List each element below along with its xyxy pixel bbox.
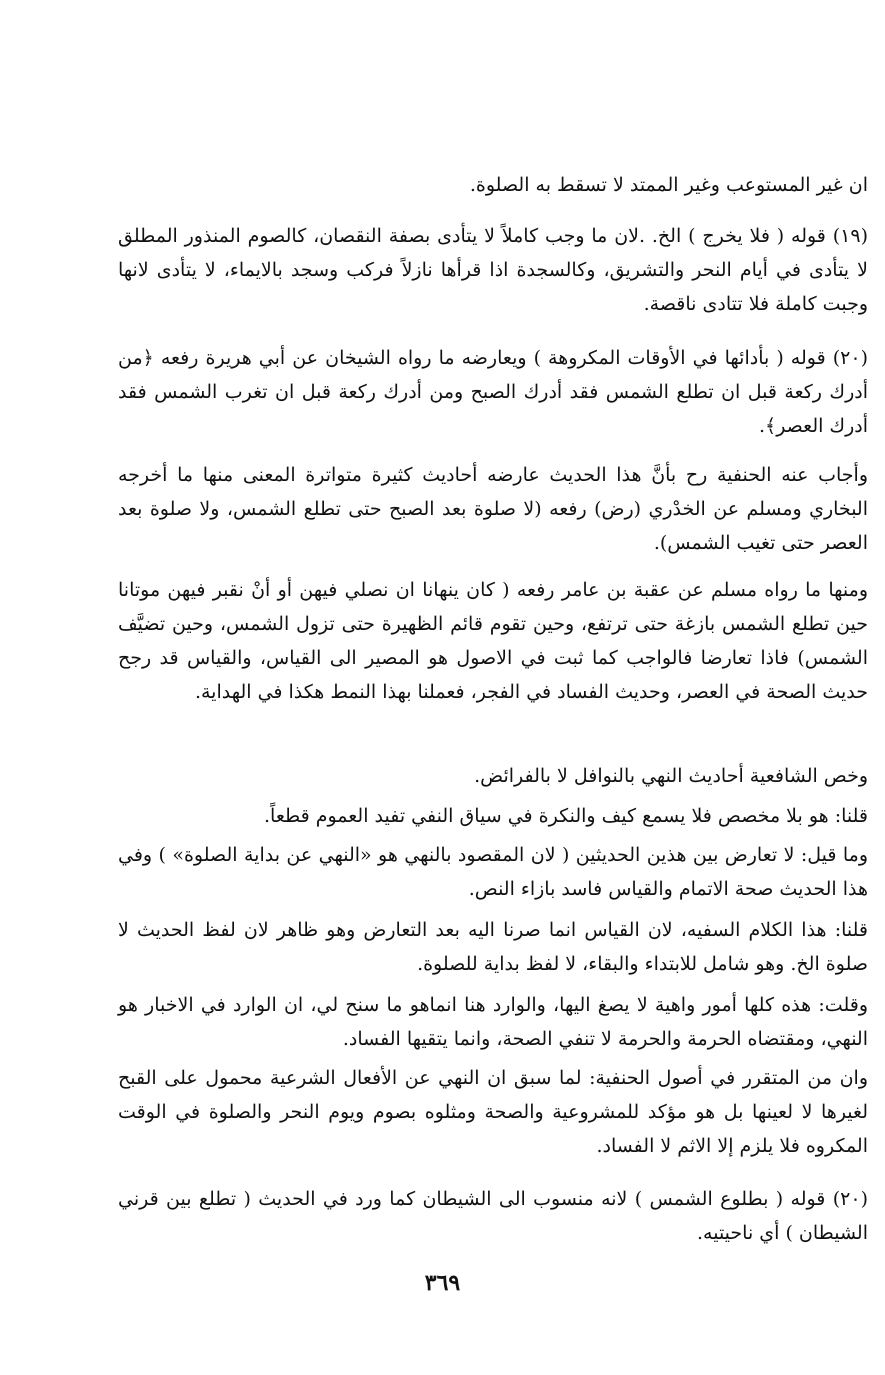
response-paragraph-1: قلنا: هو بلا مخصص فلا يسمع كيف والنكرة في سياق النفي تفيد العموم قطعاً. (264, 805, 868, 827)
note-20-prayer-times: (٢٠) قوله ( بأدائها في الأوقات المكروهة ) ويعارضه ما رواه الشيخان عن أبي هريرة رفعه ﴿من أدرك ركعة قبل ان تطلع الشمس فقد أدرك الصبح ومن أدرك ركعة قبل ان تغرب الشمس فقد أدرك العصر﴾. (118, 347, 868, 437)
hanafi-principles-paragraph: وان من المتقرر في أصول الحنفية: لما سبق ان النهي عن الأفعال الشرعية محمول على القبح لغيرها لا لعينها بل هو مؤكد للمشروعية والصحة ومثلوه بصوم ويوم النحر والصلوة في الوقت المكروه فلا يلزم إلا الاثم لا الفساد. (118, 1067, 868, 1157)
note-19: (١٩) قوله ( فلا يخرج ) الخ. .لان ما وجب كاملاً لا يتأدى بصفة النقصان، كالصوم المنذور المطلق لا يتأدى في أيام النحر والتشريق، وكالسجدة اذا قرأها نازلاً فركب وسجد بالايماء، لا يتأدى لانها وجبت كاملة فلا تتادى ناقصة. (118, 225, 868, 315)
page-number: ٣٦٩ (424, 1270, 461, 1296)
note-20-sunrise: (٢٠) قوله ( بطلوع الشمس ) لانه منسوب الى الشيطان كما ورد في الحديث ( تطلع بين قرني الشيطان ) أي ناحيتيه. (118, 1188, 868, 1244)
muslim-narration-paragraph: ومنها ما رواه مسلم عن عقبة بن عامر رفعه ( كان ينهانا ان نصلي فيهن أو أنْ نقبر فيهن موتانا حين تطلع الشمس بازغة حتى ترتفع، وحين تقوم قائم الظهيرة حتى تزول الشمس، وحين تضيَّف الشمس) فاذا تعارضا فالواجب كما ثبت في الاصول هو المصير الى القياس، والقياس قد رجح حديث الصحة في العصر، وحديث الفساد في الفجر، فعملنا بهذا النمط هكذا في الهداية. (118, 579, 868, 703)
paragraph-continuation: ان غير المستوعب وغير الممتد لا تسقط به الصلوة. (469, 174, 868, 196)
author-opinion-paragraph: وقلت: هذه كلها أمور واهية لا يصغ اليها، والوارد هنا انماهو ما سنح لي، ان الوارد في الاخبار هو النهي، ومقتضاه الحرمة والحرمة لا تنفي الصحة، وانما يتقيها الفساد. (118, 994, 868, 1050)
hanafi-answer-paragraph: وأجاب عنه الحنفية رح بأنَّ هذا الحديث عارضه أحاديث كثيرة متواترة المعنى منها ما أخرجه البخاري ومسلم عن الخدْري (رض) رفعه (لا صلوة بعد الصبح حتى تطلع الشمس، ولا صلوة بعد العصر حتى تغيب الشمس). (118, 464, 868, 554)
response-paragraph-2: قلنا: هذا الكلام السفيه، لان القياس انما صرنا اليه بعد التعارض وهو ظاهر لان لفظ الحديث لا صلوة الخ. وهو شامل للابتداء والبقاء، لا لفظ بداية للصلوة. (118, 919, 868, 975)
objection-paragraph: وما قيل: لا تعارض بين هذين الحديثين ( لان المقصود بالنهي هو «النهي عن بداية الصلوة» ) وفي هذا الحديث صحة الاتمام والقياس فاسد بازاء النص. (118, 844, 868, 900)
shafii-paragraph: وخص الشافعية أحاديث النهي بالنوافل لا بالفرائض. (474, 765, 868, 787)
